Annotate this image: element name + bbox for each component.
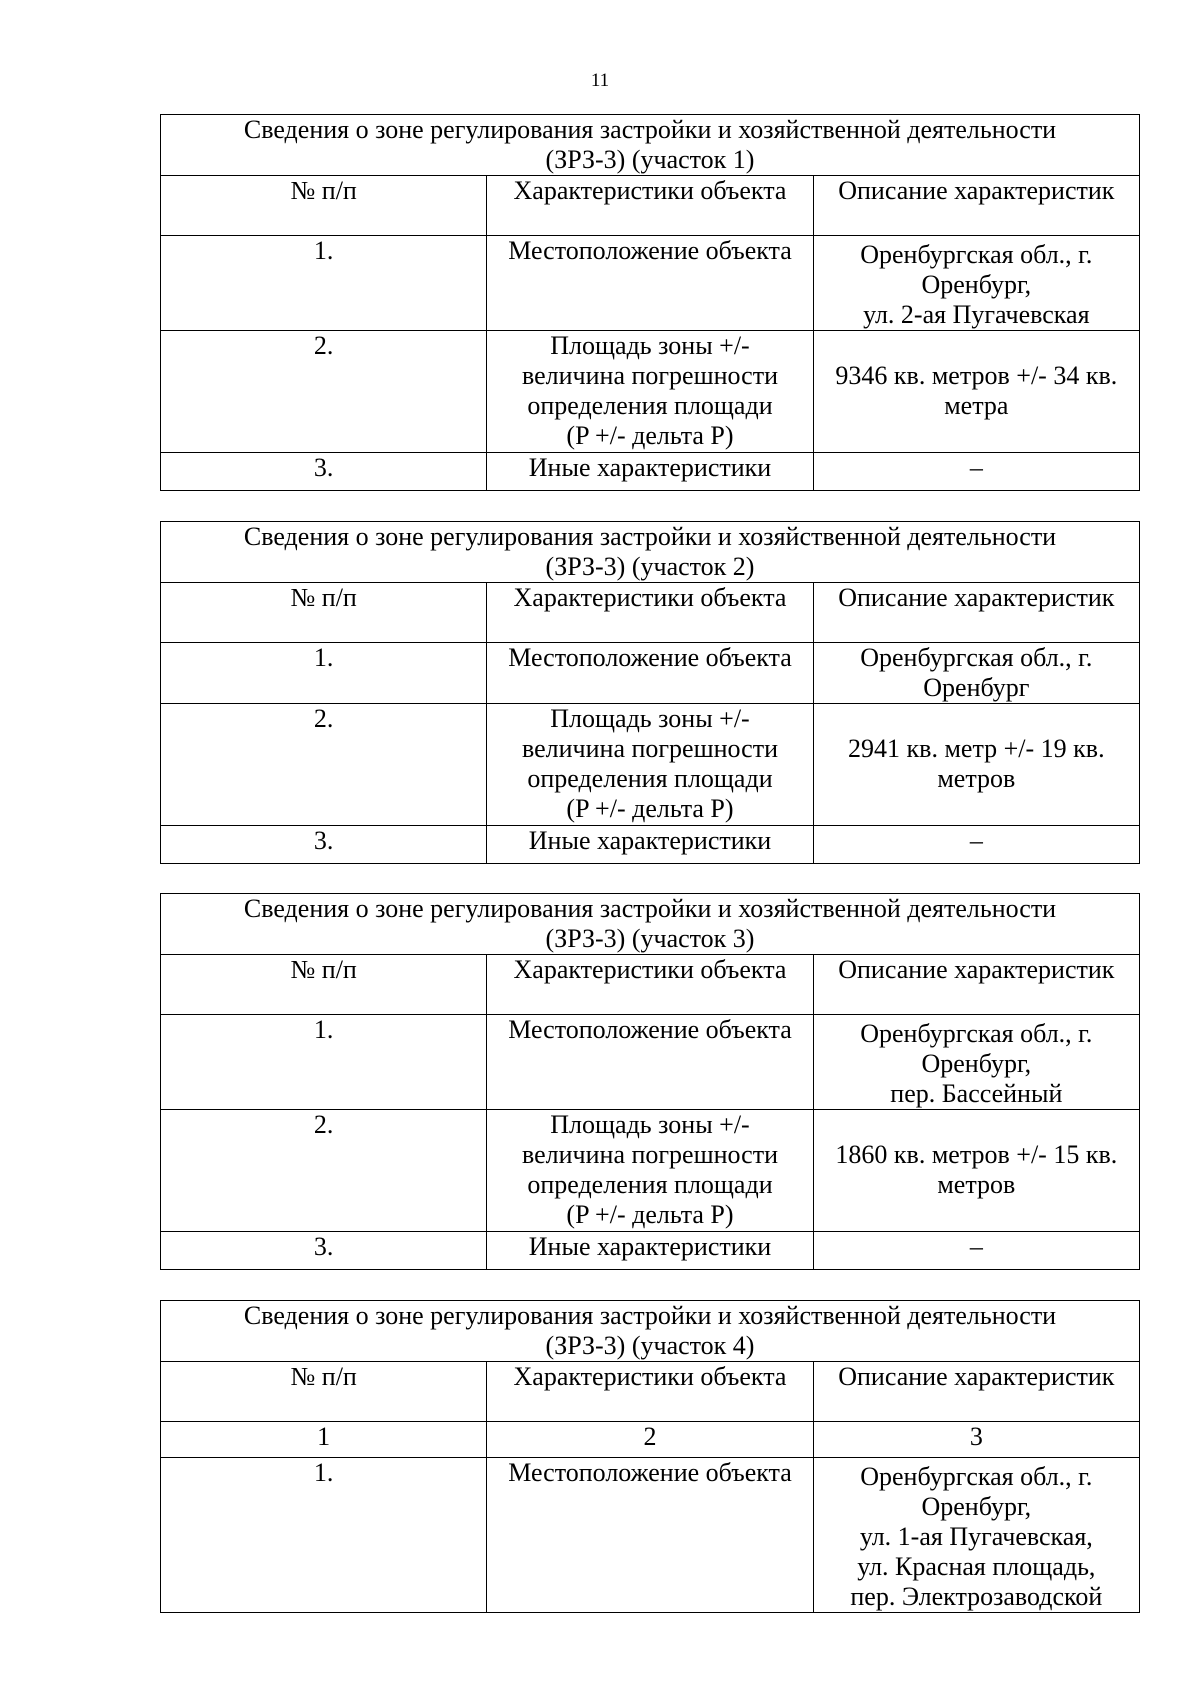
table-header-row <box>161 176 1140 236</box>
table-header-row <box>161 955 1140 1015</box>
table-header-row <box>161 1362 1140 1422</box>
header-characteristics: Характеристики объекта <box>487 176 813 236</box>
table-row <box>161 1458 1140 1613</box>
row-description: Оренбургская обл., г. Оренбург, ул. 2-ая Пугачевская <box>813 236 1139 331</box>
header-description: Описание характеристик <box>813 955 1139 1015</box>
header-num: № п/п <box>161 1362 487 1422</box>
table-title: Сведения о зоне регулирования застройки и хозяйственной деятельности (ЗРЗ-3) (участок 4) <box>161 1301 1140 1362</box>
table-title: Сведения о зоне регулирования застройки и хозяйственной деятельности (ЗРЗ-3) (участок 3) <box>161 894 1140 955</box>
row-num: 1. <box>161 236 487 331</box>
column-index-3: 3 <box>813 1422 1139 1458</box>
column-index-row <box>161 1422 1140 1458</box>
table-row <box>161 1110 1140 1232</box>
row-characteristic: Местоположение объекта <box>487 1015 813 1110</box>
row-characteristic: Местоположение объекта <box>487 643 813 704</box>
header-num: № п/п <box>161 955 487 1015</box>
row-num: 2. <box>161 1110 487 1232</box>
row-num: 1. <box>161 1015 487 1110</box>
row-num: 2. <box>161 331 487 453</box>
header-num: № п/п <box>161 583 487 643</box>
header-description: Описание характеристик <box>813 176 1139 236</box>
table-title-row <box>161 1301 1140 1362</box>
row-num: 3. <box>161 453 487 491</box>
row-num: 2. <box>161 704 487 826</box>
row-characteristic: Площадь зоны +/- величина погрешности определения площади (P +/- дельта P) <box>487 704 813 826</box>
header-characteristics: Характеристики объекта <box>487 1362 813 1422</box>
row-characteristic: Площадь зоны +/- величина погрешности определения площади (P +/- дельта P) <box>487 1110 813 1232</box>
row-num: 1. <box>161 1458 487 1613</box>
row-description: – <box>813 453 1139 491</box>
header-num: № п/п <box>161 176 487 236</box>
row-description: 9346 кв. метров +/- 34 кв. метра <box>813 331 1139 453</box>
row-characteristic: Площадь зоны +/- величина погрешности определения площади (P +/- дельта P) <box>487 331 813 453</box>
row-description: – <box>813 826 1139 864</box>
page-number: 11 <box>590 70 610 91</box>
row-characteristic: Местоположение объекта <box>487 1458 813 1613</box>
row-num: 3. <box>161 826 487 864</box>
table-row <box>161 1232 1140 1270</box>
table-row <box>161 826 1140 864</box>
header-characteristics: Характеристики объекта <box>487 583 813 643</box>
row-description: Оренбургская обл., г. Оренбург <box>813 643 1139 704</box>
table-row <box>161 331 1140 453</box>
header-characteristics: Характеристики объекта <box>487 955 813 1015</box>
header-description: Описание характеристик <box>813 1362 1139 1422</box>
zone-table-1 <box>160 114 1140 491</box>
row-characteristic: Местоположение объекта <box>487 236 813 331</box>
zone-table-2 <box>160 521 1140 864</box>
row-characteristic: Иные характеристики <box>487 1232 813 1270</box>
table-title: Сведения о зоне регулирования застройки и хозяйственной деятельности (ЗРЗ-3) (участок 2) <box>161 522 1140 583</box>
row-num: 1. <box>161 643 487 704</box>
row-description: 1860 кв. метров +/- 15 кв. метров <box>813 1110 1139 1232</box>
row-description: – <box>813 1232 1139 1270</box>
table-title-row <box>161 115 1140 176</box>
row-characteristic: Иные характеристики <box>487 826 813 864</box>
row-description: 2941 кв. метр +/- 19 кв. метров <box>813 704 1139 826</box>
row-characteristic: Иные характеристики <box>487 453 813 491</box>
table-row <box>161 236 1140 331</box>
column-index-1: 1 <box>161 1422 487 1458</box>
table-title-row <box>161 522 1140 583</box>
table-row <box>161 453 1140 491</box>
zone-table-3 <box>160 893 1140 1270</box>
column-index-2: 2 <box>487 1422 813 1458</box>
header-description: Описание характеристик <box>813 583 1139 643</box>
zone-table-4 <box>160 1300 1140 1613</box>
table-row <box>161 1015 1140 1110</box>
table-header-row <box>161 583 1140 643</box>
row-num: 3. <box>161 1232 487 1270</box>
table-row <box>161 643 1140 704</box>
row-description: Оренбургская обл., г. Оренбург, ул. 1-ая Пугачевская, ул. Красная площадь, пер. Электрозаводской <box>813 1458 1139 1613</box>
row-description: Оренбургская обл., г. Оренбург, пер. Бассейный <box>813 1015 1139 1110</box>
table-title-row <box>161 894 1140 955</box>
table-title: Сведения о зоне регулирования застройки и хозяйственной деятельности (ЗРЗ-3) (участок 1) <box>161 115 1140 176</box>
table-row <box>161 704 1140 826</box>
